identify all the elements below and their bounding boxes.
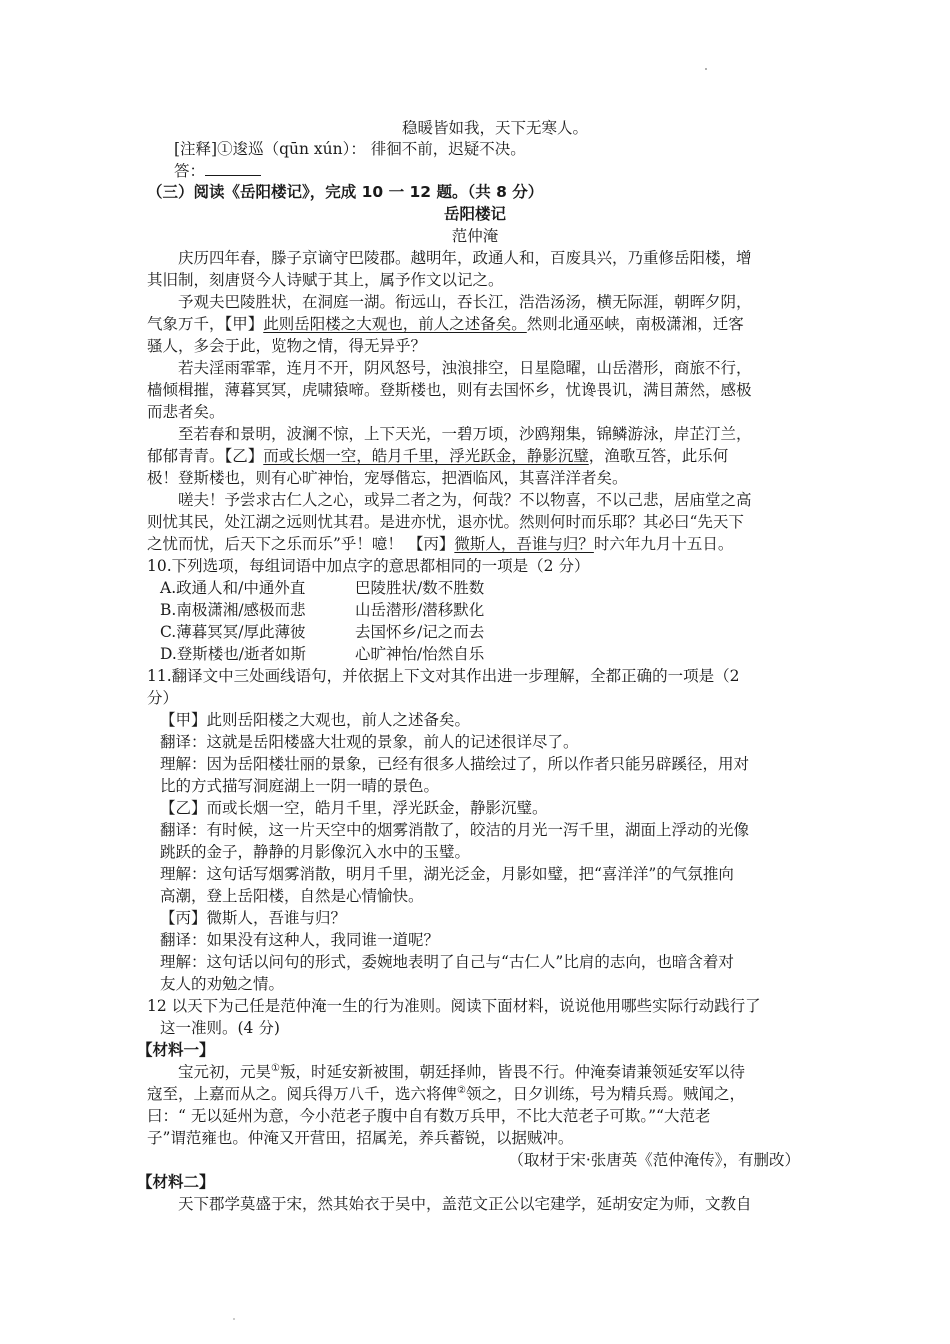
- passage-title: 岳阳楼记: [443, 205, 506, 223]
- underlined-sentence-jia: 此则岳阳楼之大观也，前人之述备矣。: [263, 315, 527, 333]
- q11-translation: 翻译：如果没有这种人，我同谁一道呢？: [160, 931, 440, 949]
- annotation-note: [注释]①逡巡（qūn xún）： 徘徊不前，迟疑不决。: [174, 140, 526, 158]
- material-line: 曰：“ 无以延州为意，今小范老子腹中自有数万兵甲，不比大范老子可欺。”“大范老: [147, 1107, 711, 1125]
- q11-translation: 翻译：有时候，这一片天空中的烟雾消散了，皎洁的月光一泻千里，湖面上浮动的光像: [160, 821, 750, 839]
- passage-line: 极！登斯楼也，则有心旷神怡，宠辱偕忘，把酒临风，其喜洋洋者矣。: [147, 469, 628, 487]
- material-line: 子”谓范雍也。仲淹又开营田，招属羌，养兵蓄锐，以据贼冲。: [147, 1129, 574, 1147]
- material-line: 天下郡学莫盛于宋，然其始衣于吴中，盖范文正公以宅建学，延胡安定为师，文教自: [178, 1195, 752, 1213]
- material-source: （取材于宋·张唐英《范仲淹传》，有删改）: [508, 1151, 800, 1169]
- question-10: 10.下列选项，每组词语中加点字的意思都相同的一项是（2 分）: [147, 557, 590, 575]
- scan-speck: [233, 1318, 235, 1320]
- question-11: 11.翻译文中三处画线语句，并依据上下文对其作出进一步理解，全都正确的一项是（2: [147, 667, 740, 685]
- passage-line: 若夫淫雨霏霏，连月不开，阴风怒号，浊浪排空，日星隐曜，山岳潜形，商旅不行，: [178, 359, 752, 377]
- answer-blank[interactable]: [205, 161, 261, 176]
- footnote-marker: ①: [271, 1062, 280, 1074]
- passage-line: 庆历四年春，滕子京谪守巴陵郡。越明年，政通人和，百废具兴，乃重修岳阳楼，增: [178, 249, 752, 267]
- scan-speck: [705, 68, 707, 70]
- q11-item-jia: 【甲】此则岳阳楼之大观也，前人之述备矣。: [160, 711, 471, 729]
- underlined-sentence-yi: 而或长烟一空，皓月千里，浮光跃金，静影沉璧: [263, 447, 589, 465]
- passage-line: 其旧制，刻唐贤今人诗赋于其上，属予作文以记之。: [147, 271, 504, 289]
- material-one-heading: 【材料一】: [137, 1041, 215, 1059]
- passage-line: 予观夫巴陵胜状，在洞庭一湖。衔远山，吞长江，浩浩汤汤，横无际涯，朝晖夕阴，: [178, 293, 752, 311]
- q11-item-bing: 【丙】微斯人，吾谁与归？: [160, 909, 347, 927]
- q11-understanding-cont: 高潮，登上岳阳楼，自然是心情愉快。: [160, 887, 424, 905]
- section-heading: （三）阅读《岳阳楼记》，完成 10 一 12 题。（共 8 分）: [147, 183, 544, 201]
- passage-line: 嗟夫！予尝求古仁人之心，或异二者之为，何哉？不以物喜，不以己悲，居庙堂之高: [178, 491, 752, 509]
- question-12-cont: 这一准则。(4 分): [160, 1019, 280, 1037]
- underlined-sentence-bing: 微斯人，吾谁与归？: [454, 535, 594, 553]
- q11-translation-cont: 跳跃的金子，静静的月影像沉入水中的玉璧。: [160, 843, 471, 861]
- exam-page: 稳暖皆如我，天下无寒人。 [注释]①逡巡（qūn xún）： 徘徊不前，迟疑不决。 答： （三）阅读《岳阳楼记》，完成 10 一 12 题。（共 8 分） 岳阳楼记 范仲淹 庆历四年春，滕子京谪守巴陵郡。越明年，政通人和，百废具兴，乃重修岳阳楼，增 其旧制，刻唐贤今人诗赋于其上，属予作文以记之。 予观夫巴陵胜状，在洞庭一湖。衔远山，吞长江，浩浩汤汤，横无际涯，朝晖夕阴， 气象万千，【甲】此则岳阳楼之大观也，前人之述备矣。然则北通巫峡，南极潇湘，迁客 骚人，多会于此，览物之情，得无异乎？ 若夫淫雨霏霏，连月不开，阴风怒号，浊浪排空，日星隐曜，山岳潜形，商旅不行， 樯倾楫摧，薄暮冥冥，虎啸猿啼。登斯楼也，则有去国怀乡，忧谗畏讥，满目萧然，感极 而悲者矣。 至若春和景明，波澜不惊，上下天光，一碧万顷，沙鸥翔集，锦鳞游泳，岸芷汀兰， 郁郁青青。【乙】而或长烟一空，皓月千里，浮光跃金，静影沉璧，渔歌互答，此乐何 极！登斯楼也，则有心旷神怡，宠辱偕忘，把酒临风，其喜洋洋者矣。 嗟夫！予尝求古仁人之心，或异二者之为，何哉？不以物喜，不以己悲，居庙堂之高 则忧其民，处江湖之远则忧其君。是进亦忧，退亦忧。然则何时而乐耶？其必曰“先天下 之忧而忧，后天下之乐而乐”乎！噫！ 【丙】微斯人，吾谁与归？时六年九月十五日。 10.下列选项，每组词语中加点字的意思都相同的一项是（2 分） A.政通人和/中通外直 巴陵胜状/数不胜数 B.南极潇湘/感极而悲 山岳潜形/潜移默化 C.薄暮冥冥/厚此薄彼 去国怀乡/记之而去 D.登斯楼也/逝者如斯 心旷神怡/怡然自乐 11.翻译文中三处画线语句，并依据上下文对其作出进一步理解，全都正确的一项是（2 分） 【甲】此则岳阳楼之大观也，前人之述备矣。 翻译：这就是岳阳楼盛大壮观的景象，前人的记述很详尽了。 理解：因为岳阳楼壮丽的景象，已经有很多人描绘过了，所以作者只能另辟蹊径，用对 比的方式描写洞庭湖上一阴一晴的景色。 【乙】而或长烟一空，皓月千里，浮光跃金，静影沉璧。 翻译：有时候，这一片天空中的烟雾消散了，皎洁的月光一泻千里，湖面上浮动的光像 跳跃的金子，静静的月影像沉入水中的玉璧。 理解：这句话写烟雾消散，明月千里，湖光泛金，月影如璧，把“喜洋洋”的气氛推向 高潮，登上岳阳楼，自然是心情愉快。 【丙】微斯人，吾谁与归？ 翻译：如果没有这种人，我同谁一道呢？ 理解：这句话以问句的形式，委婉地表明了自己与“古仁人”比肩的志向，也暗含着对 友人的劝勉之情。 12 以天下为己任是范仲淹一生的行为准则。阅读下面材料，说说他用哪些实际行动践行了 这一准则。(4 分) 【材料一】 宝元初，元昊①叛，时延安新被围，朝廷择帅，皆畏不行。仲淹奏请兼领延安军以待 寇至，上嘉而从之。阅兵得万八千，选六将俾②领之，日夕训练，号为精兵焉。贼闻之， 曰：“ 无以延州为意，今小范老子腹中自有数万兵甲，不比大范老子可欺。”“大范老 子”谓范雍也。仲淹又开营田，招属羌，养兵蓄锐，以据贼冲。 （取材于宋·张唐英《范仲淹传》，有删改） 【材料二】 天下郡学莫盛于宋，然其始衣于吴中，盖范文正公以宅建学，延胡安定为师，文教自: [0, 0, 950, 1344]
- material-line: 宝元初，元昊①叛，时延安新被围，朝廷择帅，皆畏不行。仲淹奏请兼领延安军以待: [178, 1062, 745, 1081]
- passage-line: 至若春和景明，波澜不惊，上下天光，一碧万顷，沙鸥翔集，锦鳞游泳，岸芷汀兰，: [178, 425, 752, 443]
- question-11-cont: 分）: [147, 689, 179, 707]
- passage-line: 则忧其民，处江湖之远则忧其君。是进亦忧，退亦忧。然则何时而乐耶？其必曰“先天下: [147, 513, 744, 531]
- answer-line: 答：: [174, 160, 261, 182]
- material-line: 寇至，上嘉而从之。阅兵得万八千，选六将俾②领之，日夕训练，号为精兵焉。贼闻之，: [147, 1084, 745, 1103]
- q11-understanding: 理解：这句话以问句的形式，委婉地表明了自己与“古仁人”比肩的志向，也暗含着对: [160, 953, 734, 971]
- q11-understanding: 理解：因为岳阳楼壮丽的景象，已经有很多人描绘过了，所以作者只能另辟蹊径，用对: [160, 755, 750, 773]
- q11-item-yi: 【乙】而或长烟一空，皓月千里，浮光跃金，静影沉璧。: [160, 799, 548, 817]
- passage-author: 范仲淹: [451, 227, 499, 245]
- q11-understanding-cont: 友人的劝勉之情。: [160, 975, 285, 993]
- question-12: 12 以天下为己任是范仲淹一生的行为准则。阅读下面材料，说说他用哪些实际行动践行了: [147, 997, 761, 1015]
- passage-line: 之忧而忧，后天下之乐而乐”乎！噫！ 【丙】微斯人，吾谁与归？时六年九月十五日。: [147, 535, 734, 553]
- footnote-marker: ②: [457, 1084, 466, 1096]
- passage-line: 气象万千，【甲】此则岳阳楼之大观也，前人之述备矣。然则北通巫峡，南极潇湘，迁客: [147, 315, 744, 333]
- q11-translation: 翻译：这就是岳阳楼盛大壮观的景象，前人的记述很详尽了。: [160, 733, 579, 751]
- passage-line: 而悲者矣。: [147, 403, 225, 421]
- passage-line: 樯倾楫摧，薄暮冥冥，虎啸猿啼。登斯楼也，则有去国怀乡，忧谗畏讥，满目萧然，感极: [147, 381, 752, 399]
- q11-understanding: 理解：这句话写烟雾消散，明月千里，湖光泛金，月影如璧，把“喜洋洋”的气氛推向: [160, 865, 734, 883]
- material-two-heading: 【材料二】: [137, 1173, 215, 1191]
- poem-closing-line: 稳暖皆如我，天下无寒人。: [402, 119, 589, 137]
- passage-line: 骚人，多会于此，览物之情，得无异乎？: [147, 337, 427, 355]
- passage-line: 郁郁青青。【乙】而或长烟一空，皓月千里，浮光跃金，静影沉璧，渔歌互答，此乐何: [147, 447, 729, 465]
- q11-understanding-cont: 比的方式描写洞庭湖上一阴一晴的景色。: [160, 777, 440, 795]
